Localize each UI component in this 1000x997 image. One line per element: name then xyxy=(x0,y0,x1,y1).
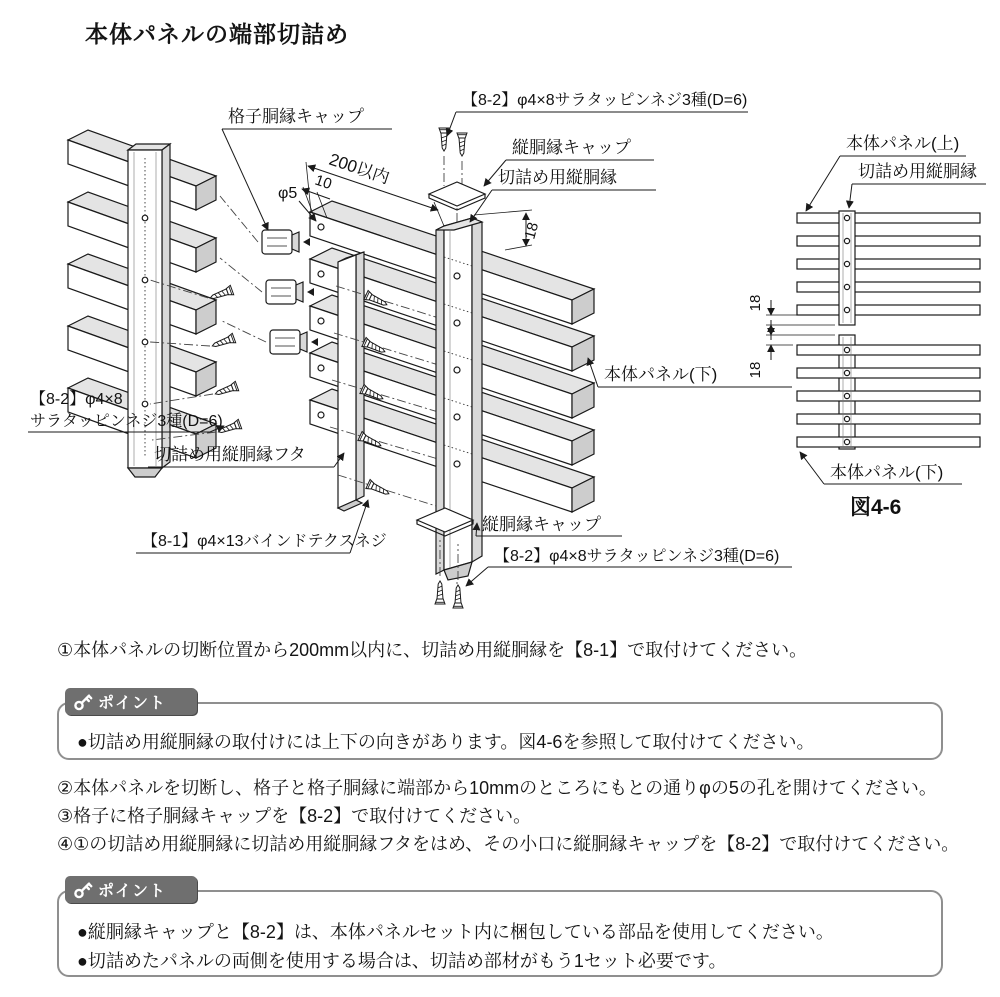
fig46-dim-18-lower: 18 xyxy=(747,361,764,379)
point-box-2 xyxy=(57,876,943,977)
dim-200-label: 200以内 xyxy=(326,149,392,188)
rail-cap-top xyxy=(429,182,485,206)
fig46-caption: 図4-6 xyxy=(850,496,902,519)
step-1: ①本体パネルの切断位置から200mm以内に、切詰め用縦胴縁を【8-1】で取付けてください。 xyxy=(57,640,808,660)
step-2: ②本体パネルを切断し、格子と格子胴縁に端部から10mmのところにもとの通りφの5の孔を開けてください。 xyxy=(57,778,937,798)
point-item: ●切詰め用縦胴縁の取付けには上下の向きがあります。図4-6を参照して取付けてください。 xyxy=(77,732,815,752)
step-3: ③格子に格子胴縁キャップを【8-2】で取付けてください。 xyxy=(57,806,532,826)
top-cap-and-screws xyxy=(429,128,485,210)
point-badge-label: ポイント xyxy=(98,883,167,900)
point-badge xyxy=(65,688,197,715)
screw-8-2 xyxy=(439,128,449,151)
screw-8-1 xyxy=(366,479,391,498)
label-screw82-left-line2: サラタッピンネジ3種(D=6) xyxy=(30,413,223,430)
key-icon xyxy=(73,692,93,712)
label-screw82-left-line1: 【8-2】φ4×8 xyxy=(30,391,123,408)
label-rail-cap-top: 縦胴縁キャップ xyxy=(512,138,631,157)
screw-8-2 xyxy=(211,333,236,350)
point-badge xyxy=(65,876,197,903)
label-grid-rail-cap: 格子胴縁キャップ xyxy=(228,107,364,126)
fig46-label-cut-rail: 切詰め用縦胴縁 xyxy=(858,162,977,181)
fig46-lower-panel xyxy=(797,335,980,449)
step-4: ④①の切詰め用縦胴縁に切詰め用縦胴縁フタをはめ、その小口に縦胴縁キャップを【8-2】で取付けてください。 xyxy=(57,834,960,854)
grid-rail-cap xyxy=(262,230,310,254)
screw-8-2 xyxy=(457,133,467,156)
grid-rail-cap xyxy=(266,280,314,304)
point-box-body xyxy=(57,890,943,977)
dim-10-label: 10 xyxy=(312,171,334,194)
fig46-dim-18-upper: 18 xyxy=(747,294,764,312)
page-title: 本体パネルの端部切詰め xyxy=(85,21,349,47)
fig46-label-panel-lower: 本体パネル(下) xyxy=(830,463,944,482)
point-item: ●縦胴縁キャップと【8-2】は、本体パネルセット内に梱包している部品を使用してください。 xyxy=(77,922,834,942)
label-cut-rail: 切詰め用縦胴縁 xyxy=(498,168,617,187)
dim-18-label: 18 xyxy=(521,220,543,242)
label-screw82-top: 【8-2】φ4×8サラタッピンネジ3種(D=6) xyxy=(462,92,748,109)
label-rail-cover: 切詰め用縦胴縁フタ xyxy=(154,445,306,464)
point-item: ●切詰めたパネルの両側を使用する場合は、切詰め部材がもう1セット必要です。 xyxy=(77,951,727,971)
key-icon xyxy=(73,880,93,900)
rail-cover xyxy=(338,252,364,511)
exploded-diagram xyxy=(0,70,1000,622)
dim-phi5-label: φ5 xyxy=(278,185,298,202)
screw-8-2 xyxy=(453,585,463,608)
screw-8-2 xyxy=(435,581,445,604)
figure-4-6 xyxy=(747,134,986,519)
fig46-upper-panel xyxy=(797,211,980,325)
label-panel-lower: 本体パネル(下) xyxy=(604,365,718,384)
cut-rail xyxy=(436,196,482,600)
screw-8-2 xyxy=(214,381,239,398)
point-box-1 xyxy=(57,688,943,760)
point-badge-label: ポイント xyxy=(98,695,167,712)
label-rail-cap-bottom: 縦胴縁キャップ xyxy=(482,515,601,534)
grid-rail-caps xyxy=(220,196,318,354)
label-screw82-bottom: 【8-2】φ4×8サラタッピンネジ3種(D=6) xyxy=(494,548,780,565)
label-screw81: 【8-1】φ4×13バインドテクスネジ xyxy=(142,533,387,550)
fig46-label-panel-upper: 本体パネル(上) xyxy=(846,134,960,153)
grid-rail-cap xyxy=(270,330,318,354)
